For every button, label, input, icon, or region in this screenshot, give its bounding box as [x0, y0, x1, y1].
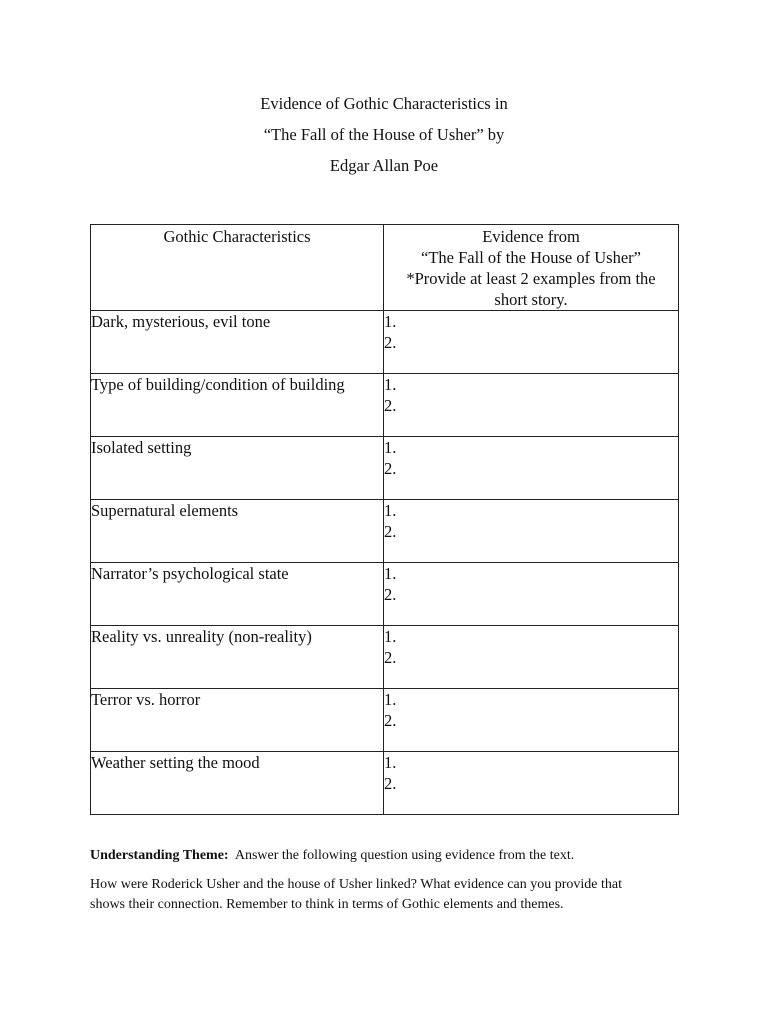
table-row: [91, 500, 679, 563]
header-evidence-line: short story.: [494, 290, 568, 309]
characteristic-cell: Reality vs. unreality (non-reality): [91, 626, 384, 689]
characteristic-cell: Dark, mysterious, evil tone: [91, 311, 384, 374]
evidence-item-1: 1.: [384, 627, 397, 646]
characteristic-cell: Isolated setting: [91, 437, 384, 500]
evidence-item-2: 2.: [384, 648, 397, 667]
evidence-cell[interactable]: [384, 374, 679, 437]
characteristic-cell: Terror vs. horror: [91, 689, 384, 752]
gothic-characteristics-table: [90, 224, 679, 815]
evidence-item-1: 1.: [384, 438, 397, 457]
evidence-item-1: 1.: [384, 312, 397, 331]
header-evidence-line: *Provide at least 2 examples from the: [406, 269, 656, 288]
header-gothic-characteristics: Gothic Characteristics: [91, 225, 384, 311]
evidence-item-1: 1.: [384, 753, 397, 772]
understanding-theme-label: Understanding Theme:: [90, 848, 229, 863]
characteristic-cell: Supernatural elements: [91, 500, 384, 563]
header-evidence-line: Evidence from: [482, 227, 580, 246]
evidence-cell[interactable]: [384, 689, 679, 752]
evidence-item-2: 2.: [384, 711, 397, 730]
evidence-item-1: 1.: [384, 564, 397, 583]
table-row: [91, 626, 679, 689]
evidence-item-2: 2.: [384, 396, 397, 415]
evidence-item-2: 2.: [384, 585, 397, 604]
title-line-1: Evidence of Gothic Characteristics in: [260, 94, 508, 113]
evidence-cell[interactable]: [384, 311, 679, 374]
evidence-cell[interactable]: [384, 626, 679, 689]
characteristic-cell: Type of building/condition of building: [91, 374, 384, 437]
evidence-cell[interactable]: [384, 500, 679, 563]
evidence-item-2: 2.: [384, 333, 397, 352]
evidence-item-1: 1.: [384, 375, 397, 394]
title-line-3-author: Edgar Allan Poe: [329, 156, 439, 175]
theme-question: [90, 875, 690, 915]
table-row: [91, 311, 679, 374]
header-evidence: [384, 225, 679, 311]
evidence-cell[interactable]: [384, 437, 679, 500]
evidence-item-1: 1.: [384, 501, 397, 520]
understanding-theme-instructions: Answer the following question using evidence from the text.: [234, 848, 575, 863]
table-row: [91, 752, 679, 815]
header-evidence-line: “The Fall of the House of Usher”: [421, 248, 641, 267]
table-row: [91, 374, 679, 437]
characteristic-cell: Weather setting the mood: [91, 752, 384, 815]
table-header-row: [91, 225, 679, 311]
understanding-theme-prompt: [90, 846, 690, 866]
evidence-item-2: 2.: [384, 774, 397, 793]
table-row: [91, 437, 679, 500]
evidence-cell[interactable]: [384, 563, 679, 626]
title-line-2: “The Fall of the House of Usher” by: [263, 125, 505, 144]
table-row: [91, 563, 679, 626]
theme-question-line-1: How were Roderick Usher and the house of Usher linked? What evidence can you provide that: [90, 877, 622, 892]
evidence-item-2: 2.: [384, 459, 397, 478]
table-row: [91, 689, 679, 752]
document-title: [0, 92, 768, 185]
evidence-item-2: 2.: [384, 522, 397, 541]
evidence-item-1: 1.: [384, 690, 397, 709]
characteristic-cell: Narrator’s psychological state: [91, 563, 384, 626]
theme-question-line-2: shows their connection. Remember to think in terms of Gothic elements and themes.: [90, 897, 564, 912]
evidence-cell[interactable]: [384, 752, 679, 815]
